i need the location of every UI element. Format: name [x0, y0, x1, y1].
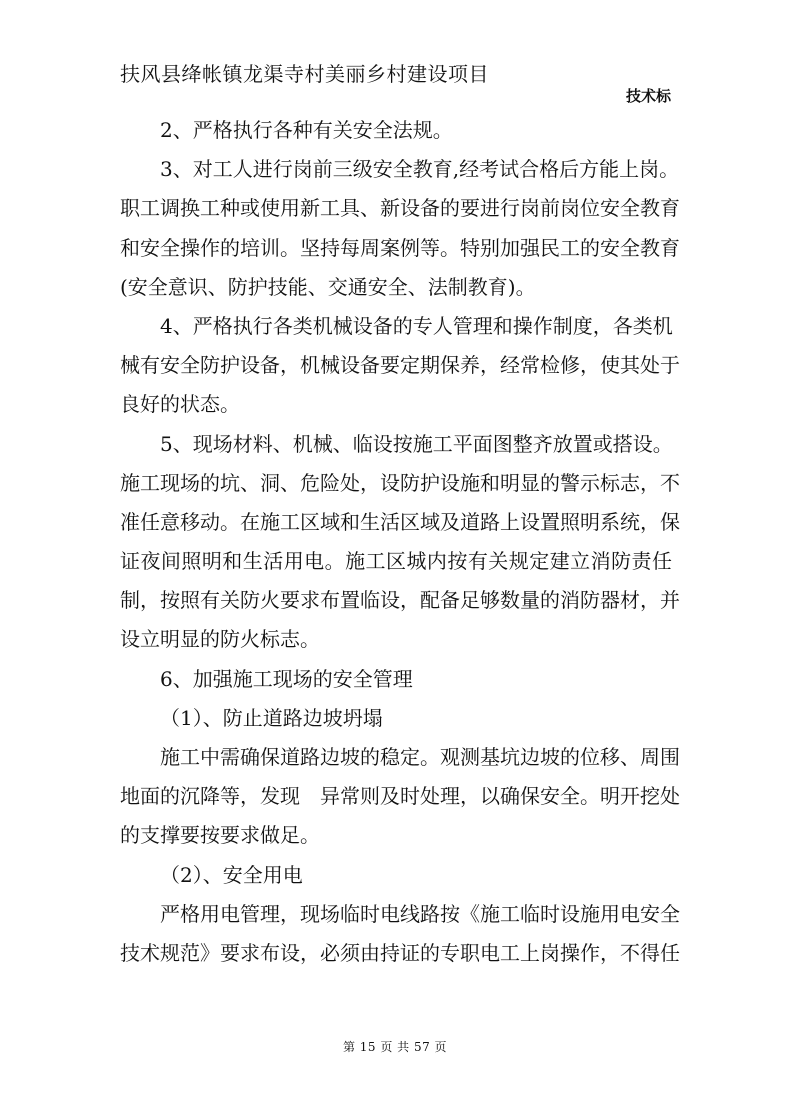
body-line: 械有安全防护设备，机械设备要定期保养，经常检修，使其处于: [120, 353, 680, 378]
document-body: [120, 111, 680, 973]
body-line: 职工调换工种或使用新工具、新设备的要进行岗前岗位安全教育: [120, 196, 680, 221]
document-header-title: 扶风县绛帐镇龙渠寺村美丽乡村建设项目: [120, 62, 489, 86]
body-line: (安全意识、防护技能、交通安全、法制教育)。: [120, 274, 536, 299]
body-line: 良好的状态。: [120, 392, 240, 417]
body-line: 3、对工人进行岗前三级安全教育,经考试合格后方能上岗。: [160, 157, 680, 182]
subsection-heading: （2）、安全用电: [160, 862, 303, 887]
document-type-tag: 技术标: [625, 87, 671, 105]
body-line: 4、严格执行各类机械设备的专人管理和操作制度，各类机: [160, 313, 673, 338]
body-line: 的支撑要按要求做足。: [120, 823, 320, 848]
body-line: 2、严格执行各种有关安全法规。: [160, 118, 453, 142]
body-line: 准任意移动。在施工区域和生活区域及道路上设置照明系统，保: [120, 509, 680, 534]
body-line: 技术规范》要求布设，必须由持证的专职电工上岗操作，不得任: [120, 940, 680, 965]
body-line: 施工中需确保道路边坡的稳定。观测基坑边坡的位移、周围: [160, 745, 680, 769]
page-number-footer: 第 15 页 共 57 页: [342, 1040, 448, 1054]
subsection-heading: （1）、防止道路边坡坍塌: [160, 705, 383, 730]
body-line: 严格用电管理，现场临时电线路按《施工临时设施用电安全: [160, 901, 680, 926]
body-line: 地面的沉降等，发现 异常则及时处理，以确保安全。明开挖处: [120, 784, 680, 809]
body-line: 制，按照有关防火要求布置临设，配备足够数量的消防器材，并: [120, 588, 680, 613]
body-line: 设立明显的防火标志。: [120, 627, 320, 652]
body-line: 和安全操作的培训。坚持每周案例等。特别加强民工的安全教育: [120, 235, 680, 260]
body-line: 施工现场的坑、洞、危险处，设防护设施和明显的警示标志，不: [120, 470, 680, 495]
body-line: 证夜间照明和生活用电。施工区城内按有关规定建立消防责任: [120, 549, 672, 574]
section-heading: 6、加强施工现场的安全管理: [160, 666, 413, 691]
body-line: 5、现场材料、机械、临设按施工平面图整齐放置或搭设。: [160, 431, 673, 456]
